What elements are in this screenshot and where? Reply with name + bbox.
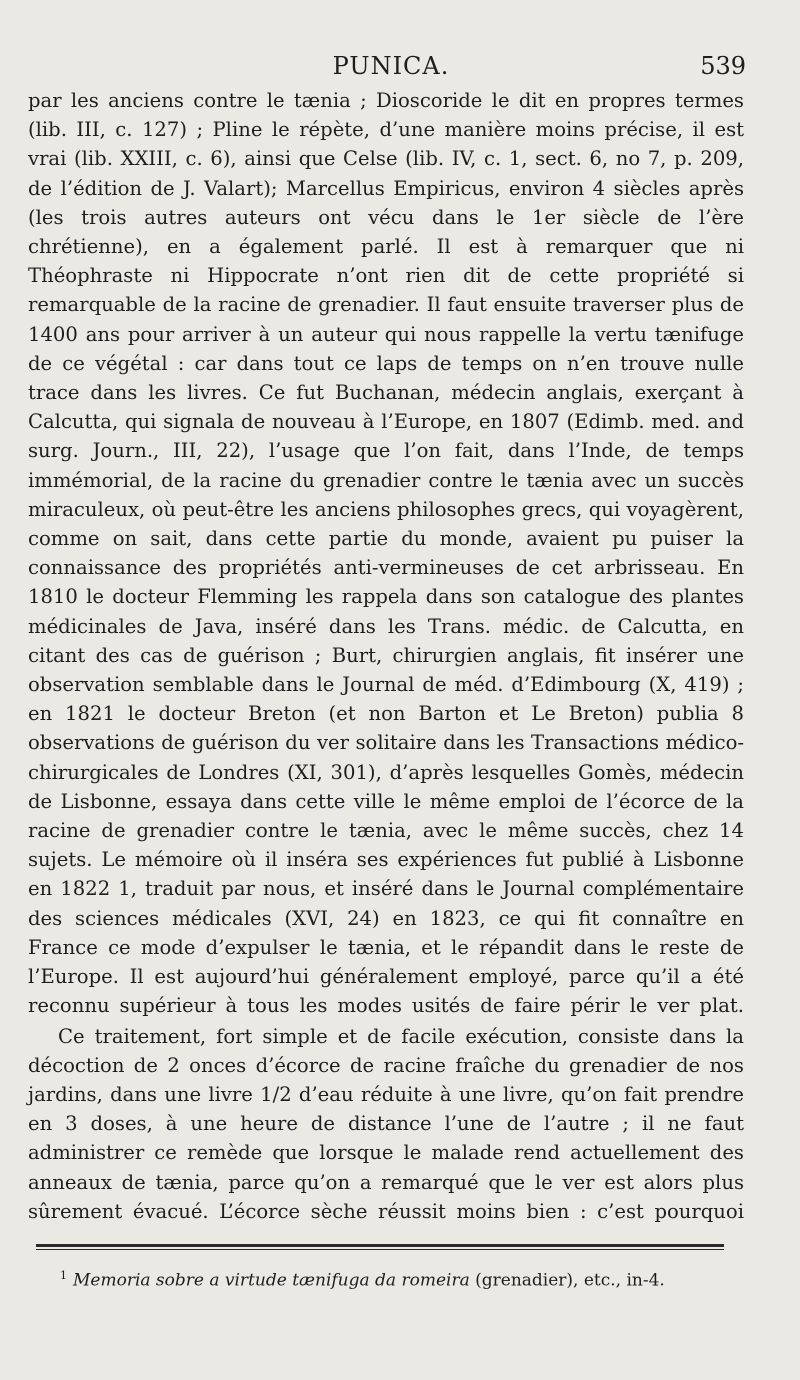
footnote-rule bbox=[36, 1244, 724, 1247]
paragraph-1: par les anciens contre le tænia ; Dioscoride le dit en propres termes (lib. III, c. 127) ; Pline le répète, d’une manière moins précise, il est vrai (lib. XXIII, c. 6), ainsi que Celse (lib. IV, c. 1, sect. 6, no 7, p. 209, de l’édition de J. Valart); Marcellus Empiricus, environ 4 siècles après (les trois autres auteurs ont vécu dans le 1er siècle de l’ère chrétienne), en a également parlé. Il est à remarquer que ni Théophraste ni Hippocrate n’ont rien dit de cette propriété si remarquable de la racine de grenadier. Il faut ensuite traverser plus de 1400 ans pour arriver à un auteur qui nous rappelle la vertu tænifuge de ce végétal : car dans tout ce laps de temps on n’en trouve nulle trace dans les livres. Ce fut Buchanan, médecin anglais, exerçant à Calcutta, qui signala de nouveau à l’Europe, en 1807 (Edimb. med. and surg. Journ., III, 22), l’usage que l’on fait, dans l’Inde, de temps immémorial, de la racine du grenadier contre le tænia avec un succès miraculeux, où peut-être les anciens philosophes grecs, qui voyagèrent, comme on sait, dans cette partie du monde, avaient pu puiser la connaissance des propriétés anti-vermineuses de cet arbrisseau. En 1810 le docteur Flemming les rappela dans son catalogue des plantes médicinales de Java, inséré dans les Trans. médic. de Calcutta, en citant des cas de guérison ; Burt, chirurgien anglais, fit insérer une observation semblable dans le Journal de méd. d’Edimbourg (X, 419) ; en 1821 le docteur Breton (et non Barton et Le Breton) publia 8 observations de guérison du ver solitaire dans les Transactions médico-chirurgicales de Londres (XI, 301), d’après lesquelles Gomès, médecin de Lisbonne, essaya dans cette ville le même emploi de l’écorce de la racine de grenadier contre le tænia, avec le même succès, chez 14 sujets. Le mémoire où il inséra ses expériences fut publié à Lisbonne en 1822 1, traduit par nous, et inséré dans le Journal complémentaire des sciences médicales (XVI, 24) en 1823, ce qui fit connaître en France ce mode d’expulser le tænia, et le répandit dans le reste de l’Europe. Il est aujourd’hui généralement employé, parce qu’il a été reconnu supérieur à tous les modes usités de faire périr le ver plat. bbox=[28, 89, 744, 1018]
footnote-rule-thin bbox=[36, 1249, 724, 1250]
paragraph-2: Ce traitement, fort simple et de facile exécution, consiste dans la décoction de 2 onces d’écorce de racine fraîche du grenadier de nos jardins, dans une livre 1/2 d’eau réduite à une livre, qu’on fait prendre en 3 doses, à une heure de distance l’une de l’autre ; il ne faut administrer ce remède que lorsque le malade rend actuellement des anneaux de tænia, parce qu’on a remarqué que le ver est alors plus sûrement évacué. L’écorce sèche réussit moins bien : c’est pourquoi bbox=[28, 1024, 744, 1223]
running-title: PUNICA. bbox=[332, 52, 450, 80]
footnote-title: Memoria sobre a virtude tænifuga da romeira bbox=[73, 1270, 470, 1291]
footnote-mark: 1 bbox=[60, 1269, 67, 1282]
footnote-rest: (grenadier), etc., in-4. bbox=[469, 1270, 665, 1291]
footnote bbox=[60, 1264, 740, 1293]
body-text bbox=[28, 86, 744, 1226]
page-header bbox=[36, 52, 746, 84]
page-number: 539 bbox=[700, 52, 746, 80]
